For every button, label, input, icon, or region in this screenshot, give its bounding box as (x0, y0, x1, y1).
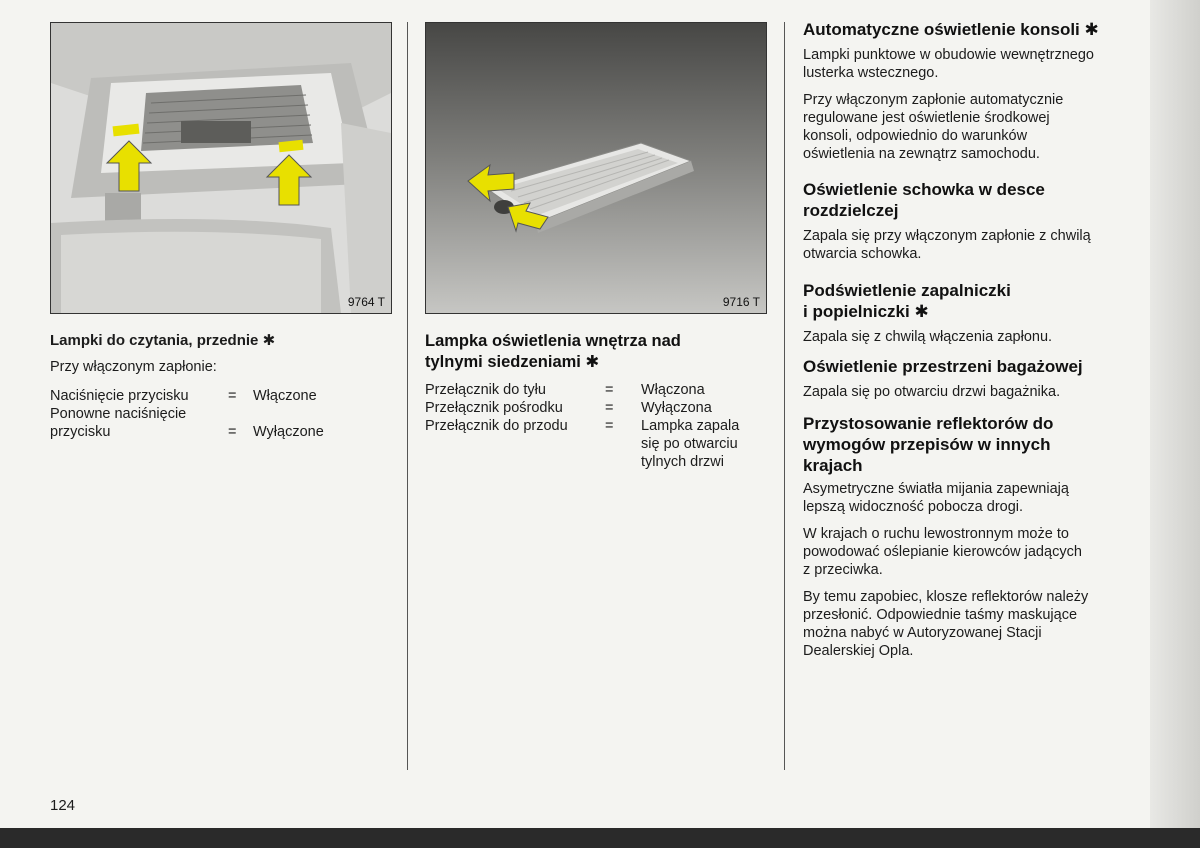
page-gutter (1150, 0, 1200, 828)
photo-rear-interior-lamp (425, 22, 767, 314)
photo-front-reading-lamps (50, 22, 392, 314)
switch-row-press-again: Ponowne naciśnięcie (50, 406, 187, 422)
headlamp-text-3: By temu zapobiec, klosze reflektorów należy przesłonić. Odpowiednie taśmy maskujące można nabyć w Autoryzowanej Stacji Dealerskiej Opla. (803, 589, 1089, 659)
switch-row-front-cont-2: tylnych drzwi (641, 454, 724, 470)
switch-row-front-cont: się po otwarciu (641, 436, 738, 452)
switch-row-front: Przełącznik do przodu = Lampka zapala (425, 418, 740, 434)
headlamp-text-2: W krajach o ruchu lewostronnym może to powodować oślepianie kierowców jadących z przeciwka. (803, 526, 1082, 578)
heading-console-lighting: Automatyczne oświetlenie konsoli ✱ (803, 20, 1099, 39)
column-2-text (425, 331, 775, 471)
headlamp-text-1: Asymetryczne światła mijania zapewniają lepszą widoczność pobocza drogi. (803, 481, 1069, 515)
glovebox-text: Zapala się przy włączonym zapłonie z chwilą otwarcia schowka. (803, 228, 1091, 262)
heading-headlamp-adjustment: Przystosowanie reflektorów do wymogów przepisów w innych krajach (803, 414, 1054, 475)
asterisk-icon: ✱ (914, 302, 929, 321)
column-divider-2 (784, 22, 785, 770)
lighter-text: Zapala się z chwilą włączenia zapłonu. (803, 329, 1053, 345)
heading-front-reading-lamps: Lampki do czytania, przednie ✱ (50, 332, 276, 349)
switch-row-rear: Przełącznik do tyłu = Włączona (425, 382, 705, 398)
heading-luggage-lighting: Oświetlenie przestrzeni bagażowej (803, 357, 1083, 376)
switch-row-middle: Przełącznik pośrodku = Wyłączona (425, 400, 712, 416)
asterisk-icon: ✱ (262, 332, 276, 349)
luggage-text: Zapala się po otwarciu drzwi bagażnika. (803, 384, 1061, 400)
switch-row-press-again-cont: przycisku = Wyłączone (50, 424, 324, 440)
heading-lighter-lighting: Podświetlenie zapalniczki i popielniczki ✱ (803, 281, 1011, 321)
heading-glovebox-lighting: Oświetlenie schowka w desce rozdzielczej (803, 180, 1045, 220)
photo-code: 9716 T (722, 295, 760, 309)
console-text-2: Przy włączonym zapłonie automatycznie regulowane jest oświetlenie środkowej konsoli, odpowiednio do warunków oświetlenia na zewnątrz samochodu. (803, 92, 1064, 162)
asterisk-icon: ✱ (585, 353, 600, 371)
column-1-text (50, 331, 390, 441)
console-text-1: Lampki punktowe w obudowie wewnętrznego lusterka wstecznego. (803, 47, 1094, 81)
switch-row-press: Naciśnięcie przycisku = Włączone (50, 388, 317, 404)
column-3-text (803, 19, 1148, 660)
asterisk-icon: ✱ (1084, 20, 1099, 39)
reading-lamps-illustration (51, 23, 391, 313)
photo-code: 9764 T (347, 295, 385, 309)
rear-lamp-illustration (426, 23, 766, 313)
scan-edge (0, 828, 1200, 848)
heading-rear-interior-lamp: Lampka oświetlenia wnętrza nad tylnymi siedzeniami ✱ (425, 332, 681, 371)
page-number: 124 (50, 797, 76, 814)
intro-text: Przy włączonym zapłonie: (50, 359, 217, 375)
column-divider-1 (407, 22, 408, 770)
